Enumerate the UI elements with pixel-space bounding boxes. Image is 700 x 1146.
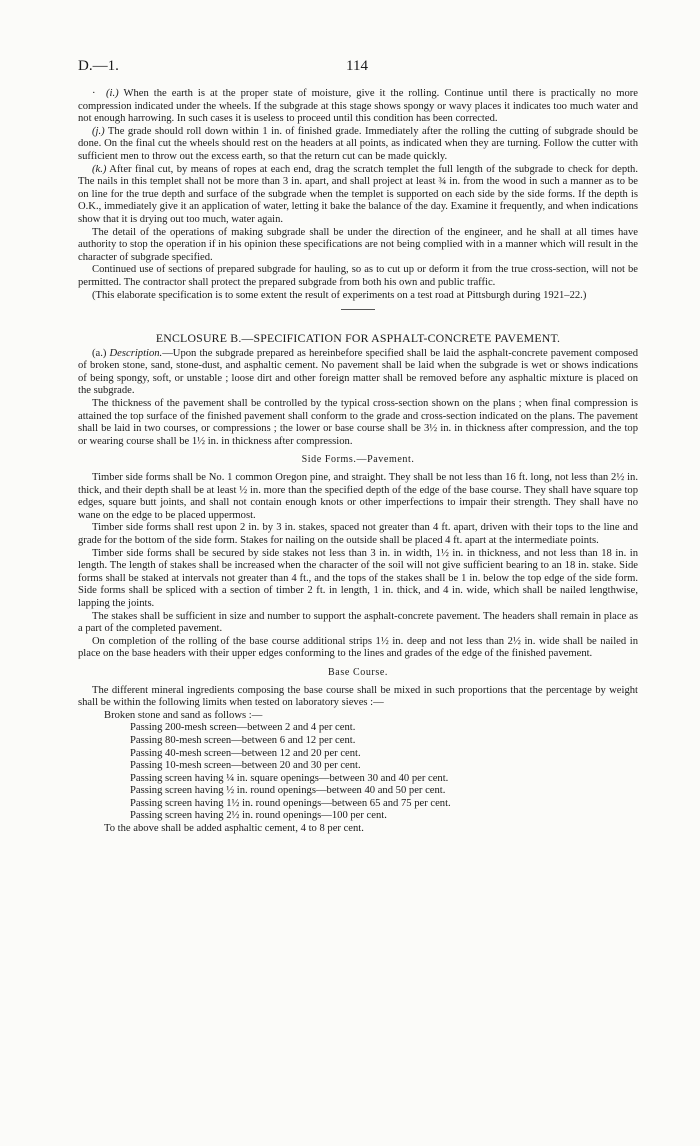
side-forms-paragraph-1: Timber side forms shall be No. 1 common Oregon pine, and straight. They shall be not less than 16 ft. long, not less than 2½ in. thick, and their depth shall be at least ½ in. more than the specified depth of the edge of the base course. They shall have square top edges, square butt joints, and shall not contain enough knots or other imperfections to impair their strength. They shall have no wane on the edge to be placed uppermost. bbox=[78, 472, 638, 521]
clause-label: (i.) bbox=[106, 88, 119, 99]
paragraph-i bbox=[78, 88, 638, 126]
paragraph-text: —Upon the subgrade prepared as hereinbefore specified shall be laid the asphalt-concrete pavement composed of broken stone, sand, stone-dust, and asphaltic cement. No pavement shall be laid when the subgrade is wet or shows indications of being spongy, soft, or unstable ; loose dirt and other foreign matter shall be removed before any asphaltic mixture is placed on the subgrade. bbox=[78, 347, 639, 397]
section-divider bbox=[341, 309, 375, 310]
clause-label: (a.) bbox=[92, 347, 110, 359]
sieve-list-item: Passing 200-mesh screen—between 2 and 4 per cent. bbox=[130, 722, 356, 734]
paragraph-thickness: The thickness of the pavement shall be controlled by the typical cross-section shown on the plans ; when final compression is attained the top surface of the finished pavement shall conform to the grade and cross-section indicated on the plans. The pavement shall be laid in two courses, or compressions ; the lower or base course shall be 3½ in. in thickness after compression, and the top or wearing course shall be 1½ in. in thickness after compression. bbox=[78, 398, 638, 447]
sieve-list-item: Passing screen having ¼ in. square openings—between 30 and 40 per cent. bbox=[130, 772, 449, 784]
paragraph-note: (This elaborate specification is to some extent the result of experiments on a test road at Pittsburgh during 1921–22.) bbox=[92, 289, 587, 301]
page-number: 114 bbox=[346, 58, 368, 74]
page-header bbox=[78, 58, 638, 80]
sieve-list-item: Passing 40-mesh screen—between 12 and 20 per cent. bbox=[130, 747, 361, 759]
side-forms-paragraph-3: Timber side forms shall be secured by side stakes not less than 3 in. in width, 1½ in. in thickness, and not less than 18 in. in length. The length of stakes shall be increased when the character of the soil will not give sufficient bearing to an 18 in. stake. Side forms shall be staked at intervals not greater than 4 ft., and the tops of the stakes shall be 1 in. below the top edge of the side form. Side forms shall be spliced with a section of timber 2 ft. in length, 1 in. thick, and 4 in. wide, which shall be nailed lengthwise, lapping the joints. bbox=[78, 547, 638, 609]
paragraph-detail: The detail of the operations of making subgrade shall be under the direction of the engineer, and he shall at all times have authority to stop the operation if in his opinion these specifications are not being complied with in a manner which will result in the character of subgrade specified. bbox=[78, 226, 638, 263]
paragraph-k bbox=[78, 164, 638, 227]
margin-mark: · bbox=[92, 88, 96, 99]
sieve-list-item: Passing 10-mesh screen—between 20 and 30 per cent. bbox=[130, 760, 361, 772]
sieve-list-item: Passing 80-mesh screen—between 6 and 12 per cent. bbox=[130, 734, 356, 746]
paragraph-text: When the earth is at the proper state of moisture, give it the rolling. Continue until there is practically no more compression indicated under the wheels. If the subgrade at this stage shows spongy or wavy places it indicates too much water and not enough harrowing. In such cases it is useless to proceed until this condition has been corrected. bbox=[78, 88, 638, 125]
sieve-list-lead: Broken stone and sand as follows :— bbox=[104, 709, 263, 721]
paragraph-text: After final cut, by means of ropes at each end, drag the scratch templet the full length of the subgrade to check for depth. The nails in this templet shall not be more than 3 in. apart, and shall project at least ¾ in. from the wood in such a manner as to be on line for the true depth and surface of the subgrade when the templet is supported on each side by the side forms. If the depth is O.K., immediately give it an application of water, letting it bake the balance of the day. Examine it frequently, and when indications show that it is drying out too much, water again. bbox=[78, 163, 638, 225]
paragraph-j bbox=[78, 126, 638, 164]
side-forms-paragraph-2: Timber side forms shall rest upon 2 in. by 3 in. stakes, spaced not greater than 4 ft. apart, driven with their tops to the line and grade for the bottom of the side form. Stakes for nailing on the outside shall be placed 4 ft. apart at the intermediate points. bbox=[78, 522, 638, 546]
clause-label: (k.) bbox=[92, 163, 107, 175]
paragraph-text: The grade should roll down within 1 in. of finished grade. Immediately after the rolling the cutting of subgrade should be done. On the final cut the wheels should rest on the headers at all points, as indicated when they are turning. Follow the cutter with sufficient men to throw out the excess earth, so that the return cut can be made quickly. bbox=[78, 125, 638, 162]
clause-label: (j.) bbox=[92, 125, 105, 137]
side-forms-paragraph-5: On completion of the rolling of the base course additional strips 1½ in. deep and not less than 2½ in. wide shall be nailed in place on the base headers with their upper edges conforming to the lines and grades of the edge of the finished pavement. bbox=[78, 635, 638, 660]
base-course-heading: Base Course. bbox=[328, 666, 388, 678]
paragraph-description bbox=[78, 348, 638, 398]
base-course-closing: To the above shall be added asphaltic cement, 4 to 8 per cent. bbox=[104, 823, 364, 835]
side-forms-paragraph-4: The stakes shall be sufficient in size and number to support the asphalt-concrete pavement. The headers shall remain in place as a part of the completed pavement. bbox=[78, 610, 638, 635]
sieve-list-item: Passing screen having 1½ in. round openings—between 65 and 75 per cent. bbox=[130, 797, 451, 809]
sieve-list bbox=[78, 710, 638, 823]
document-reference: D.—1. bbox=[78, 58, 119, 74]
clause-title: Description. bbox=[109, 347, 163, 359]
sieve-list-item: Passing screen having ½ in. round openings—between 40 and 50 per cent. bbox=[130, 785, 446, 797]
sieve-list-item: Passing screen having 2½ in. round openings—100 per cent. bbox=[130, 810, 387, 822]
paragraph-continued: Continued use of sections of prepared subgrade for hauling, so as to cut up or deform it from the true cross-section, will not be permitted. The contractor shall protect the prepared subgrade from both his own and public traffic. bbox=[78, 264, 638, 288]
base-course-intro: The different mineral ingredients composing the base course shall be mixed in such proportions that the percentage by weight shall be within the following limits when tested on laboratory sieves :— bbox=[78, 684, 638, 709]
side-forms-heading: Side Forms.—Pavement. bbox=[301, 454, 415, 466]
enclosure-title: ENCLOSURE B.—SPECIFICATION FOR ASPHALT-CONCRETE PAVEMENT. bbox=[155, 331, 561, 346]
